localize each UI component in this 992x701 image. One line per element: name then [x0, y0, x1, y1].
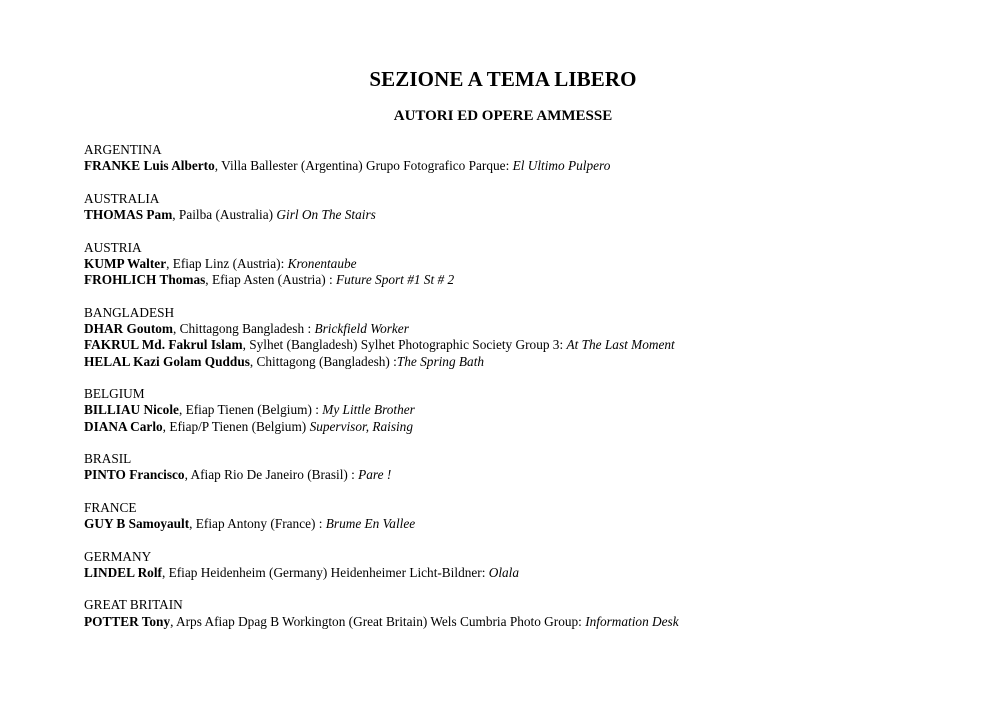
author-name: HELAL Kazi Golam Quddus: [84, 353, 250, 369]
country-group-great-britain: [84, 597, 974, 630]
country-group-argentina: [84, 142, 974, 175]
country-group-austria: [84, 240, 974, 289]
author-name: FROHLICH Thomas: [84, 272, 206, 288]
authors-list: [84, 142, 974, 646]
work-title: El Ultimo Pulpero: [512, 158, 611, 174]
author-name: BILLIAU Nicole: [84, 402, 179, 418]
author-details: , Sylhet (Bangladesh) Sylhet Photographic Society Group 3:: [242, 337, 567, 353]
author-entry: [84, 467, 974, 483]
work-title: The Spring Bath: [396, 353, 485, 369]
author-details: , Chittagong Bangladesh :: [173, 320, 315, 336]
country-heading: GERMANY: [84, 548, 152, 564]
work-title: Kronentaube: [287, 255, 357, 271]
author-name: DIANA Carlo: [84, 418, 163, 434]
country-heading: AUSTRALIA: [84, 190, 160, 206]
author-entry: [84, 354, 974, 370]
author-details: , Efiap Heidenheim (Germany) Heidenheimer Licht-Bildner:: [161, 564, 489, 580]
author-details: , Arps Afiap Dpag B Workington (Great Britain) Wels Cumbria Photo Group:: [170, 613, 586, 629]
author-entry: [84, 516, 974, 532]
author-details: , Villa Ballester (Argentina) Grupo Fotografico Parque:: [214, 158, 513, 174]
author-details: , Efiap Asten (Austria) :: [205, 272, 337, 288]
author-details: , Afiap Rio De Janeiro (Brasil) :: [184, 467, 359, 483]
author-name: PINTO Francisco: [84, 467, 185, 483]
work-title: Brume En Vallee: [325, 516, 416, 532]
country-heading: ARGENTINA: [84, 142, 162, 157]
author-details: , Efiap/P Tienen (Belgium): [162, 418, 310, 434]
work-title: Supervisor, Raising: [309, 418, 413, 434]
country-group-bangladesh: [84, 305, 974, 370]
work-title: Information Desk: [585, 613, 679, 629]
country-heading: BANGLADESH: [84, 304, 175, 320]
work-title: At The Last Moment: [566, 337, 675, 353]
author-details: , Chittagong (Bangladesh) :: [249, 353, 397, 369]
country-group-brasil: [84, 451, 974, 484]
author-entry: [84, 321, 974, 337]
author-name: KUMP Walter: [84, 255, 167, 271]
work-title: Future Sport #1 St # 2: [336, 272, 455, 288]
author-entry: [84, 337, 974, 353]
work-title: Brickfield Worker: [314, 320, 409, 336]
country-heading: BELGIUM: [84, 386, 145, 402]
work-title: Olala: [488, 564, 520, 580]
author-entry: [84, 272, 974, 288]
country-heading: BRASIL: [84, 451, 132, 467]
section-subtitle: AUTORI ED OPERE AMMESSE: [393, 108, 613, 124]
author-name: DHAR Goutom: [84, 320, 174, 336]
work-title: Pare !: [358, 467, 392, 483]
author-name: GUY B Samoyault: [84, 516, 190, 532]
author-name: POTTER Tony: [84, 613, 171, 629]
author-details: , Pailba (Australia): [172, 207, 277, 223]
author-name: FAKRUL Md. Fakrul Islam: [84, 337, 243, 353]
author-details: , Efiap Antony (France) :: [189, 516, 326, 532]
author-entry: [84, 614, 974, 630]
country-group-france: [84, 500, 974, 533]
author-details: , Efiap Linz (Austria):: [166, 255, 288, 271]
author-entry: [84, 565, 974, 581]
author-entry: [84, 419, 974, 435]
country-heading: AUSTRIA: [84, 239, 142, 255]
country-group-australia: [84, 191, 974, 224]
section-title: SEZIONE A TEMA LIBERO: [369, 67, 637, 91]
country-group-germany: [84, 549, 974, 582]
work-title: My Little Brother: [322, 402, 415, 418]
country-heading: GREAT BRITAIN: [84, 597, 183, 613]
author-entry: [84, 256, 974, 272]
author-name: LINDEL Rolf: [84, 564, 162, 580]
country-heading: FRANCE: [84, 499, 137, 515]
author-entry: [84, 158, 974, 174]
author-entry: [84, 402, 974, 418]
author-details: , Efiap Tienen (Belgium) :: [178, 402, 323, 418]
country-group-belgium: [84, 386, 974, 435]
author-name: FRANKE Luis Alberto: [84, 158, 215, 174]
work-title: Girl On The Stairs: [276, 207, 376, 223]
author-name: THOMAS Pam: [84, 207, 173, 223]
author-entry: [84, 207, 974, 223]
